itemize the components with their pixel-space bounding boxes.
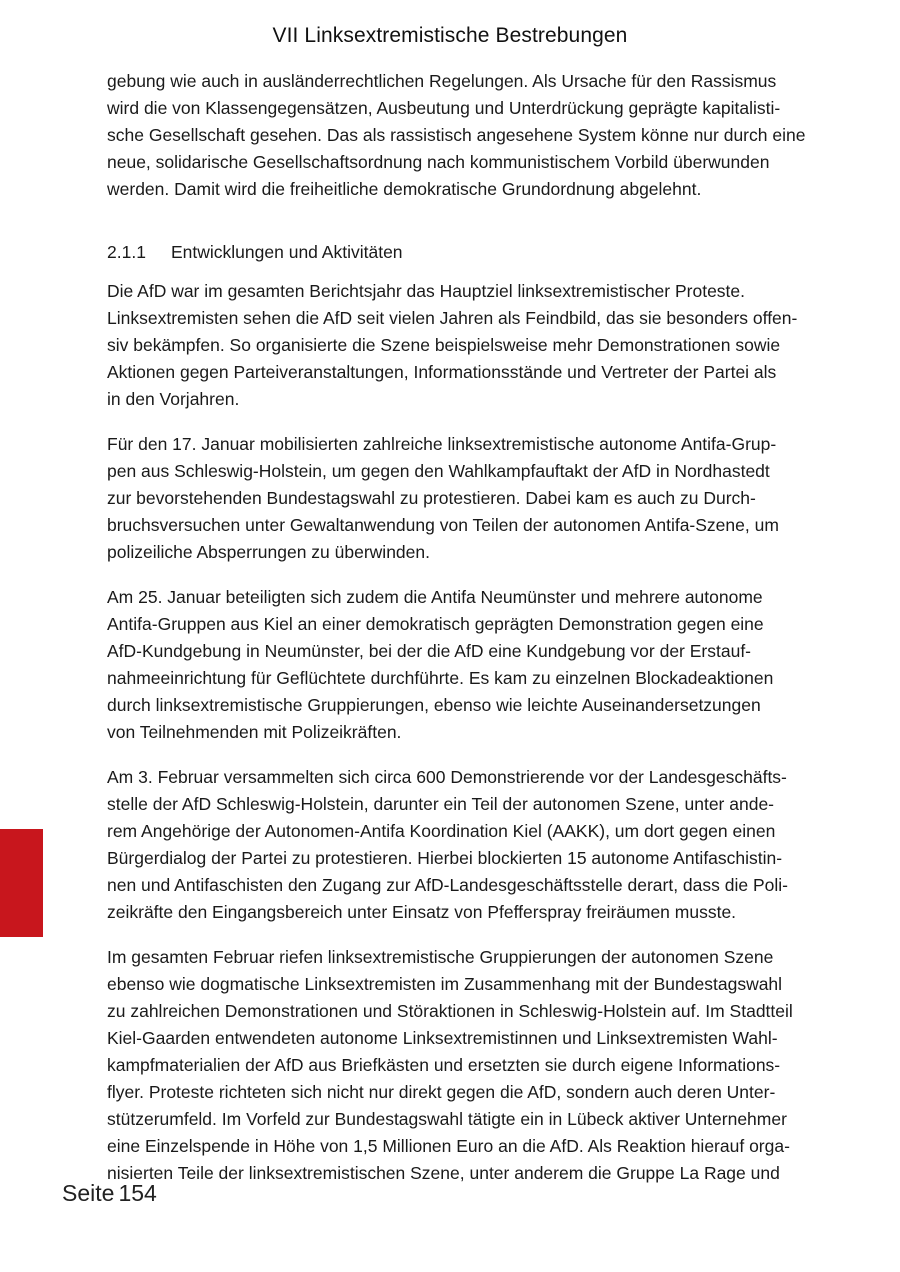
text-line: Antifa-Gruppen aus Kiel an einer demokratisch geprägten Demonstration gegen eine — [107, 614, 764, 634]
body-paragraph-3 — [107, 584, 839, 746]
text-line: durch linksextremistische Gruppierungen, ebenso wie leichte Auseinandersetzungen — [107, 695, 761, 715]
text-line: nen und Antifaschisten den Zugang zur AfD-Landesgeschäftsstelle derart, dass die Poli- — [107, 875, 788, 895]
text-line: nahmeeinrichtung für Geflüchtete durchführte. Es kam zu einzelnen Blockadeaktionen — [107, 668, 774, 688]
text-line: flyer. Proteste richteten sich nicht nur direkt gegen die AfD, sondern auch deren Unter- — [107, 1082, 776, 1102]
page-number: 154 — [118, 1180, 157, 1206]
chapter-title: VII Linksextremistische Bestrebungen — [272, 24, 628, 47]
text-line: zeikräfte den Eingangsbereich unter Einsatz von Pfefferspray freiräumen musste. — [107, 902, 737, 922]
text-line: zu zahlreichen Demonstrationen und Störaktionen in Schleswig-Holstein auf. Im Stadtteil — [107, 1001, 793, 1021]
text-line: eine Einzelspende in Höhe von 1,5 Millionen Euro an die AfD. Als Reaktion hierauf orga- — [107, 1136, 790, 1156]
text-line: Aktionen gegen Parteiveranstaltungen, Informationsstände und Vertreter der Partei als — [107, 362, 777, 382]
text-line: in den Vorjahren. — [107, 389, 240, 409]
body-paragraph-2 — [107, 431, 839, 566]
text-line: ebenso wie dogmatische Linksextremisten im Zusammenhang mit der Bundestagswahl — [107, 974, 783, 994]
text-line: sche Gesellschaft gesehen. Das als rassistisch angesehene System könne nur durch eine — [107, 125, 806, 145]
intro-paragraph — [107, 68, 839, 203]
text-line: Am 25. Januar beteiligten sich zudem die Antifa Neumünster und mehrere autonome — [107, 587, 763, 607]
text-line: Am 3. Februar versammelten sich circa 600 Demonstrierende vor der Landesgeschäfts- — [107, 767, 787, 787]
section-heading — [107, 239, 839, 266]
section-title: Entwicklungen und Aktivitäten — [171, 242, 403, 262]
text-line: Im gesamten Februar riefen linksextremistische Gruppierungen der autonomen Szene — [107, 947, 774, 967]
text-line: von Teilnehmenden mit Polizeikräften. — [107, 722, 402, 742]
text-line: gebung wie auch in ausländerrechtlichen Regelungen. Als Ursache für den Rassismus — [107, 71, 777, 91]
page-header — [0, 24, 900, 48]
body-paragraph-4 — [107, 764, 839, 926]
document-body — [107, 68, 839, 1205]
text-line: AfD-Kundgebung in Neumünster, bei der die AfD eine Kundgebung vor der Erstauf- — [107, 641, 752, 661]
text-line: Bürgerdialog der Partei zu protestieren. Hierbei blockierten 15 autonome Antifaschistin- — [107, 848, 783, 868]
text-line: rem Angehörige der Autonomen-Antifa Koordination Kiel (AAKK), um dort gegen einen — [107, 821, 776, 841]
text-line: nisierten Teile der linksextremistischen Szene, unter anderem die Gruppe La Rage und — [107, 1163, 780, 1183]
text-line: Linksextremisten sehen die AfD seit vielen Jahren als Feindbild, das sie besonders offen- — [107, 308, 798, 328]
text-line: pen aus Schleswig-Holstein, um gegen den Wahlkampfauftakt der AfD in Nordhastedt — [107, 461, 770, 481]
page-footer — [62, 1180, 157, 1207]
text-line: siv bekämpfen. So organisierte die Szene beispielsweise mehr Demonstrationen sowie — [107, 335, 781, 355]
text-line: bruchsversuchen unter Gewaltanwendung von Teilen der autonomen Antifa-Szene, um — [107, 515, 779, 535]
text-line: neue, solidarische Gesellschaftsordnung nach kommunistischem Vorbild überwunden — [107, 152, 770, 172]
text-line: stützerumfeld. Im Vorfeld zur Bundestagswahl tätigte ein in Lübeck aktiver Unternehmer — [107, 1109, 787, 1129]
section-number: 2.1.1 — [107, 242, 146, 262]
text-line: Die AfD war im gesamten Berichtsjahr das Hauptziel linksextremistischer Proteste. — [107, 281, 746, 301]
page-label: Seite — [62, 1180, 115, 1206]
text-line: zur bevorstehenden Bundestagswahl zu protestieren. Dabei kam es auch zu Durch- — [107, 488, 756, 508]
body-paragraph-5 — [107, 944, 839, 1187]
text-line: kampfmaterialien der AfD aus Briefkästen und ersetzten sie durch eigene Informations- — [107, 1055, 781, 1075]
text-line: wird die von Klassengegensätzen, Ausbeutung und Unterdrückung geprägte kapitalisti- — [107, 98, 781, 118]
text-line: Für den 17. Januar mobilisierten zahlreiche linksextremistische autonome Antifa-Grup- — [107, 434, 777, 454]
chapter-side-tab — [0, 829, 43, 937]
body-paragraph-1 — [107, 278, 839, 413]
text-line: Kiel-Gaarden entwendeten autonome Linksextremistinnen und Linksextremisten Wahl- — [107, 1028, 778, 1048]
text-line: polizeiliche Absperrungen zu überwinden. — [107, 542, 430, 562]
text-line: werden. Damit wird die freiheitliche demokratische Grundordnung abgelehnt. — [107, 179, 702, 199]
text-line: stelle der AfD Schleswig-Holstein, darunter ein Teil der autonomen Szene, unter ande- — [107, 794, 774, 814]
